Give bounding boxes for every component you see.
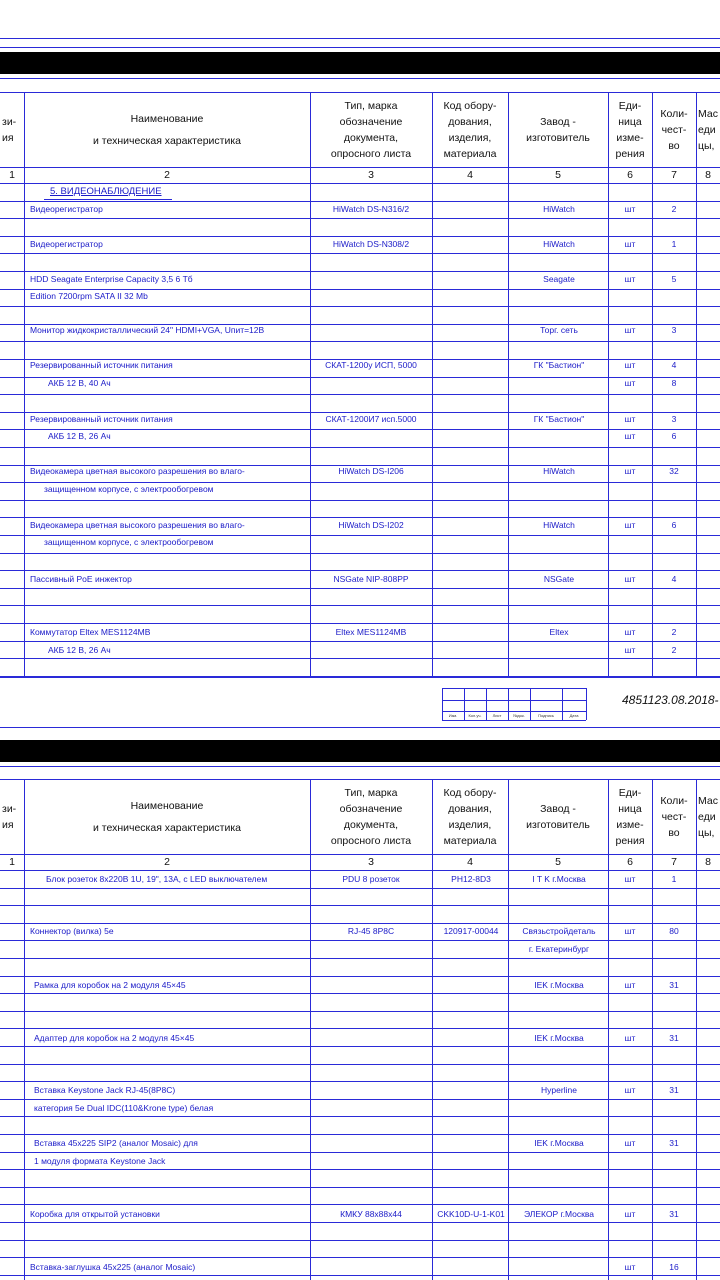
- sheet-1-frame-line: [0, 78, 720, 79]
- header-col-position: зи- ия: [2, 115, 17, 144]
- row-line: [0, 958, 720, 959]
- sheet-1-frame-line: [0, 47, 720, 48]
- item-qty: 4: [671, 360, 677, 370]
- row-line: [0, 1116, 720, 1117]
- sheet-2-top-bar: [0, 740, 720, 762]
- item-maker: Eltex: [549, 627, 569, 637]
- row-line: [0, 1152, 720, 1153]
- column-number-6: 6: [627, 169, 633, 181]
- row-line: [0, 183, 720, 184]
- row-line: [0, 940, 720, 941]
- item-qty: 2: [671, 627, 677, 637]
- header-col-code: Код обору- дования, изделия, материала: [443, 786, 497, 847]
- column-number-4: 4: [467, 169, 473, 181]
- item-name: Коннектор (вилка) 5e: [30, 926, 114, 936]
- sheet-2-frame-line: [0, 727, 720, 728]
- item-type: Eltex MES1124MB: [335, 627, 407, 637]
- item-unit: шт: [624, 466, 636, 476]
- row-line: [0, 1134, 720, 1135]
- header-col-name: Наименование и техническая характеристика: [92, 112, 241, 147]
- item-code: CKK10D-U-1-K01: [437, 1209, 505, 1219]
- stamp-label: Дата: [569, 713, 579, 718]
- item-qty: 32: [669, 466, 679, 476]
- item-unit: шт: [624, 414, 636, 424]
- column-number-7: 7: [671, 169, 677, 181]
- item-maker: Seagate: [543, 274, 575, 284]
- item-type: HiWatch DS-N316/2: [332, 204, 410, 214]
- item-unit: шт: [624, 431, 636, 441]
- item-name: Вставка-заглушка 45x225 (аналог Mosaic): [30, 1262, 196, 1272]
- column-number-6: 6: [627, 856, 633, 868]
- row-line: [0, 236, 720, 237]
- header-col-unit: Еди- ница изме- рения: [615, 99, 645, 160]
- row-line: [0, 588, 720, 589]
- stamp-line: [442, 720, 586, 721]
- item-type: КМКУ 88х88х44: [340, 1209, 402, 1219]
- item-qty: 80: [669, 926, 679, 936]
- row-line: [0, 517, 720, 518]
- item-qty: 6: [671, 520, 677, 530]
- header-col-maker: Завод - изготовитель: [526, 115, 590, 144]
- row-line: [0, 1187, 720, 1188]
- row-line: [0, 888, 720, 889]
- row-line: [0, 201, 720, 202]
- header-col-type: Тип, марка обозначение документа, опросного листа: [330, 786, 412, 847]
- item-maker: ГК "Бастион": [533, 360, 585, 370]
- section-title-underline: [44, 199, 172, 200]
- item-name: Рамка для коробок на 2 модуля 45×45: [34, 980, 186, 990]
- item-maker: NSGate: [543, 574, 575, 584]
- header-col-maker: Завод - изготовитель: [526, 802, 590, 831]
- item-name: Видеорегистратор: [30, 204, 103, 214]
- item-type: HiWatch DS-I202: [338, 520, 404, 530]
- section-title: 5. ВИДЕОНАБЛЮДЕНИЕ: [50, 186, 162, 197]
- column-number-5: 5: [555, 856, 561, 868]
- row-line: [0, 1204, 720, 1205]
- item-name: Коробка для открытой установки: [30, 1209, 160, 1219]
- item-maker: IEK г.Москва: [534, 1033, 584, 1043]
- column-divider-1: [24, 92, 25, 677]
- item-unit: шт: [624, 325, 636, 335]
- item-name: Коммутатор Eltex MES1124MB: [30, 627, 151, 637]
- row-line: [0, 1169, 720, 1170]
- row-line: [0, 623, 720, 624]
- row-line: [0, 553, 720, 554]
- item-maker: Hyperline: [541, 1085, 577, 1095]
- stamp-label: Изм.: [448, 713, 458, 718]
- stamp-label: Подпись: [538, 713, 554, 718]
- item-name: Монитор жидкокристаллический 24" HDMI+VGA, Uпит=12В: [30, 325, 265, 335]
- header-col-name: Наименование и техническая характеристика: [92, 799, 241, 834]
- item-code: 120917-00044: [443, 926, 499, 936]
- sheet-2-frame-line: [0, 766, 720, 767]
- item-unit: шт: [624, 645, 636, 655]
- row-line: [0, 641, 720, 642]
- item-maker: Связьстройдеталь: [522, 926, 596, 936]
- header-col-position: зи- ия: [2, 802, 17, 831]
- item-unit: шт: [624, 627, 636, 637]
- column-number-2: 2: [164, 856, 170, 868]
- item-maker: HiWatch: [543, 239, 575, 249]
- column-number-1: 1: [9, 169, 15, 181]
- item-unit: шт: [624, 980, 636, 990]
- item-name: 1 модуля формата Keystone Jack: [34, 1156, 166, 1166]
- item-name: Резервированный источник питания: [30, 414, 173, 424]
- stamp-label: Лист: [492, 713, 502, 718]
- column-number-4: 4: [467, 856, 473, 868]
- item-name: категория 5e Dual IDC(110&Krone type) белая: [34, 1103, 214, 1113]
- item-name: Видеорегистратор: [30, 239, 103, 249]
- item-unit: шт: [624, 1209, 636, 1219]
- row-line: [0, 341, 720, 342]
- column-divider-7: [696, 92, 697, 677]
- sheet-1-top-bar: [0, 52, 720, 74]
- row-line: [0, 306, 720, 307]
- item-name: защищенном корпусе, с электрообогревом: [44, 537, 214, 547]
- row-line: [0, 1081, 720, 1082]
- row-line: [0, 1099, 720, 1100]
- item-qty: 31: [669, 1033, 679, 1043]
- sheet-1-bottom-line: [0, 677, 720, 678]
- column-divider-6: [652, 92, 653, 677]
- row-line: [0, 605, 720, 606]
- item-name: Вставка Keystone Jack RJ-45(8P8C): [34, 1085, 176, 1095]
- item-type: NSGate NIP-808PP: [333, 574, 409, 584]
- row-line: [0, 447, 720, 448]
- item-maker: HiWatch: [543, 204, 575, 214]
- column-divider-5: [608, 92, 609, 677]
- item-qty: 2: [671, 645, 677, 655]
- item-name: Видеокамера цветная высокого разрешения во влаго-: [30, 520, 245, 530]
- sheet-1-frame-line: [0, 38, 720, 39]
- item-maker: I T K г.Москва: [532, 874, 586, 884]
- item-maker: IEK г.Москва: [534, 980, 584, 990]
- item-unit: шт: [624, 1262, 636, 1272]
- item-qty: 31: [669, 1085, 679, 1095]
- row-line: [0, 570, 720, 571]
- item-maker: г. Екатеринбург: [528, 944, 590, 954]
- header-col-type: Тип, марка обозначение документа, опросного листа: [330, 99, 412, 160]
- row-line: [0, 1064, 720, 1065]
- row-line: [0, 1240, 720, 1241]
- item-name: Видеокамера цветная высокого разрешения во влаго-: [30, 466, 245, 476]
- item-unit: шт: [624, 274, 636, 284]
- stamp-divider: [586, 688, 587, 720]
- row-line: [0, 412, 720, 413]
- row-line: [0, 253, 720, 254]
- header-col-code: Код обору- дования, изделия, материала: [443, 99, 497, 160]
- column-divider-4: [508, 92, 509, 677]
- item-unit: шт: [624, 204, 636, 214]
- item-qty: 8: [671, 378, 677, 388]
- header-col-qty: Коли- чест- во: [660, 794, 688, 839]
- item-name: АКБ 12 В, 40 Ач: [48, 378, 111, 388]
- item-unit: шт: [624, 574, 636, 584]
- item-unit: шт: [624, 1138, 636, 1148]
- item-name: Резервированный источник питания: [30, 360, 173, 370]
- row-line: [0, 870, 720, 871]
- column-number-7: 7: [671, 856, 677, 868]
- header-col-unit: Еди- ница изме- рения: [615, 786, 645, 847]
- row-line: [0, 1011, 720, 1012]
- column-number-3: 3: [368, 169, 374, 181]
- item-qty: 3: [671, 325, 677, 335]
- item-qty: 5: [671, 274, 677, 284]
- stamp-label: Кол.уч.: [468, 713, 482, 718]
- document-number: 4851123.08.2018-: [622, 693, 719, 707]
- column-number-8: 8: [705, 169, 711, 181]
- item-type: PDU 8 розеток: [342, 874, 400, 884]
- row-line: [0, 394, 720, 395]
- item-name: Адаптер для коробок на 2 модуля 45×45: [34, 1033, 195, 1043]
- row-line: [0, 500, 720, 501]
- item-name: HDD Seagate Enterprise Capacity 3,5 6 Тб: [30, 274, 193, 284]
- item-unit: шт: [624, 1033, 636, 1043]
- item-unit: шт: [624, 360, 636, 370]
- item-unit: шт: [624, 1085, 636, 1095]
- item-unit: шт: [624, 378, 636, 388]
- item-maker: HiWatch: [543, 466, 575, 476]
- row-line: [0, 289, 720, 290]
- item-unit: шт: [624, 520, 636, 530]
- item-qty: 16: [669, 1262, 679, 1272]
- item-name: защищенном корпусе, с электрообогревом: [44, 484, 214, 494]
- row-line: [0, 923, 720, 924]
- row-line: [0, 1028, 720, 1029]
- item-qty: 3: [671, 414, 677, 424]
- item-maker: ЭЛЕКОР г.Москва: [523, 1209, 595, 1219]
- column-number-5: 5: [555, 169, 561, 181]
- row-line: [0, 1046, 720, 1047]
- header-col-mass: Мас еди цы,: [698, 107, 718, 152]
- item-maker: Торг. сеть: [540, 325, 578, 335]
- item-type: HiWatch DS-I206: [338, 466, 404, 476]
- item-name: АКБ 12 В, 26 Ач: [48, 645, 111, 655]
- item-unit: шт: [624, 926, 636, 936]
- column-number-3: 3: [368, 856, 374, 868]
- item-name: Пассивный PoE инжектор: [30, 574, 132, 584]
- row-line: [0, 218, 720, 219]
- row-line: [0, 905, 720, 906]
- column-divider-3: [432, 92, 433, 677]
- item-qty: 1: [671, 874, 677, 884]
- row-line: [0, 658, 720, 659]
- row-line: [0, 1222, 720, 1223]
- row-line: [0, 1257, 720, 1258]
- item-qty: 6: [671, 431, 677, 441]
- item-name: Вставка 45x225 SIP2 (аналог Mosaic) для: [34, 1138, 198, 1148]
- item-maker: ГК "Бастион": [533, 414, 585, 424]
- header-col-qty: Коли- чест- во: [660, 107, 688, 152]
- item-name: Edition 7200rpm SATA II 32 Mb: [30, 291, 148, 301]
- item-type: СКАТ-1200И7 исп.5000: [325, 414, 417, 424]
- stamp-label: №док.: [513, 713, 525, 718]
- row-line: [0, 993, 720, 994]
- item-maker: HiWatch: [543, 520, 575, 530]
- item-unit: шт: [624, 874, 636, 884]
- row-line: [0, 976, 720, 977]
- item-unit: шт: [624, 239, 636, 249]
- column-number-8: 8: [705, 856, 711, 868]
- item-qty: 31: [669, 980, 679, 990]
- item-name: Блок розеток 8х220В 1U, 19", 13A, с LED выключателем: [46, 874, 268, 884]
- item-qty: 31: [669, 1138, 679, 1148]
- row-line: [0, 271, 720, 272]
- column-number-1: 1: [9, 856, 15, 868]
- item-qty: 4: [671, 574, 677, 584]
- item-qty: 1: [671, 239, 677, 249]
- item-qty: 31: [669, 1209, 679, 1219]
- item-qty: 2: [671, 204, 677, 214]
- item-maker: IEK г.Москва: [534, 1138, 584, 1148]
- item-code: PH12-8D3: [451, 874, 491, 884]
- item-type: HiWatch DS-N308/2: [332, 239, 410, 249]
- row-line: [0, 535, 720, 536]
- item-type: RJ-45 8P8C: [347, 926, 395, 936]
- item-name: АКБ 12 В, 26 Ач: [48, 431, 111, 441]
- header-col-mass: Мас еди цы,: [698, 794, 718, 839]
- row-line: [0, 1275, 720, 1276]
- column-number-2: 2: [164, 169, 170, 181]
- item-type: СКАТ-1200у ИСП, 5000: [325, 360, 417, 370]
